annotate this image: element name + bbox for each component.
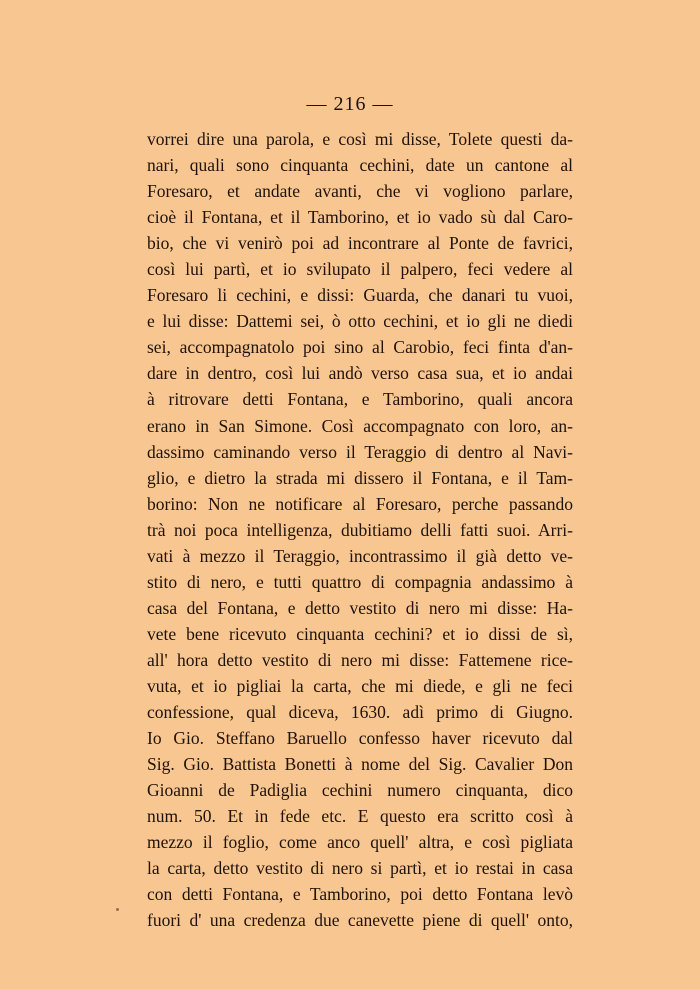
text-line: dare in dentro, così lui andò verso casa sua, et io andai — [147, 363, 573, 384]
text-line: nari, quali sono cinquanta cechini, date un cantone al — [147, 155, 573, 176]
text-line: Foresaro, et andate avanti, che vi vogliono parlare, — [147, 181, 573, 202]
text-line: vati à mezzo il Teraggio, incontrassimo il già detto ve- — [147, 545, 573, 566]
text-line: erano in San Simone. Così accompagnato con loro, an- — [147, 415, 573, 436]
text-line: fuori d' una credenza due canevette piene di quell' onto, — [147, 910, 573, 931]
text-line: à ritrovare detti Fontana, e Tamborino, quali ancora — [147, 389, 573, 410]
text-line: con detti Fontana, e Tamborino, poi detto Fontana levò — [147, 884, 573, 905]
page-number: — 216 — — [306, 93, 394, 115]
text-line: stito di nero, e tutti quattro di compagnia andassimo à — [147, 571, 573, 592]
text-line: la carta, detto vestito di nero si partì, et io restai in casa — [147, 858, 573, 879]
text-line: Gioanni de Padiglia cechini numero cinquanta, dico — [147, 780, 573, 801]
text-line: Foresaro li cechini, e dissi: Guarda, che danari tu vuoi, — [147, 285, 573, 306]
text-line: all' hora detto vestito di nero mi disse: Fattemene rice- — [147, 649, 573, 670]
text-line: borino: Non ne notificare al Foresaro, perche passando — [147, 493, 573, 514]
body-text — [147, 126, 573, 933]
text-line: bio, che vi venirò poi ad incontrare al Ponte de favrici, — [147, 233, 573, 254]
text-line: dassimo caminando verso il Teraggio di dentro al Navi- — [147, 441, 573, 462]
text-line: Io Gio. Steffano Baruello confesso haver ricevuto dal — [147, 728, 573, 749]
text-line: trà noi poca intelligenza, dubitiamo delli fatti suoi. Arri- — [147, 519, 573, 540]
text-line: mezzo il foglio, come anco quell' altra, e così pigliata — [147, 832, 573, 853]
text-line: glio, e dietro la strada mi dissero il Fontana, e il Tam- — [147, 467, 573, 488]
text-line: vete bene ricevuto cinquanta cechini? et io dissi de sì, — [147, 623, 573, 644]
text-line: casa del Fontana, e detto vestito di nero mi disse: Ha- — [147, 597, 573, 618]
text-line: sei, accompagnatolo poi sino al Carobio, feci finta d'an- — [147, 337, 573, 358]
text-line: vuta, et io pigliai la carta, che mi diede, e gli ne feci — [147, 675, 573, 696]
paper-speck — [116, 908, 119, 911]
text-line: così lui partì, et io svilupato il palpero, feci vedere al — [147, 259, 573, 280]
text-line: confessione, qual diceva, 1630. adì primo di Giugno. — [147, 702, 573, 723]
text-line: e lui disse: Dattemi sei, ò otto cechini, et io gli ne diedi — [147, 311, 573, 332]
text-line: Sig. Gio. Battista Bonetti à nome del Sig. Cavalier Don — [147, 754, 573, 775]
text-line: cioè il Fontana, et il Tamborino, et io vado sù dal Caro- — [147, 207, 573, 228]
text-line: num. 50. Et in fede etc. E questo era scritto così à — [147, 806, 573, 827]
text-line: vorrei dire una parola, e così mi disse, Tolete questi da- — [147, 129, 573, 149]
